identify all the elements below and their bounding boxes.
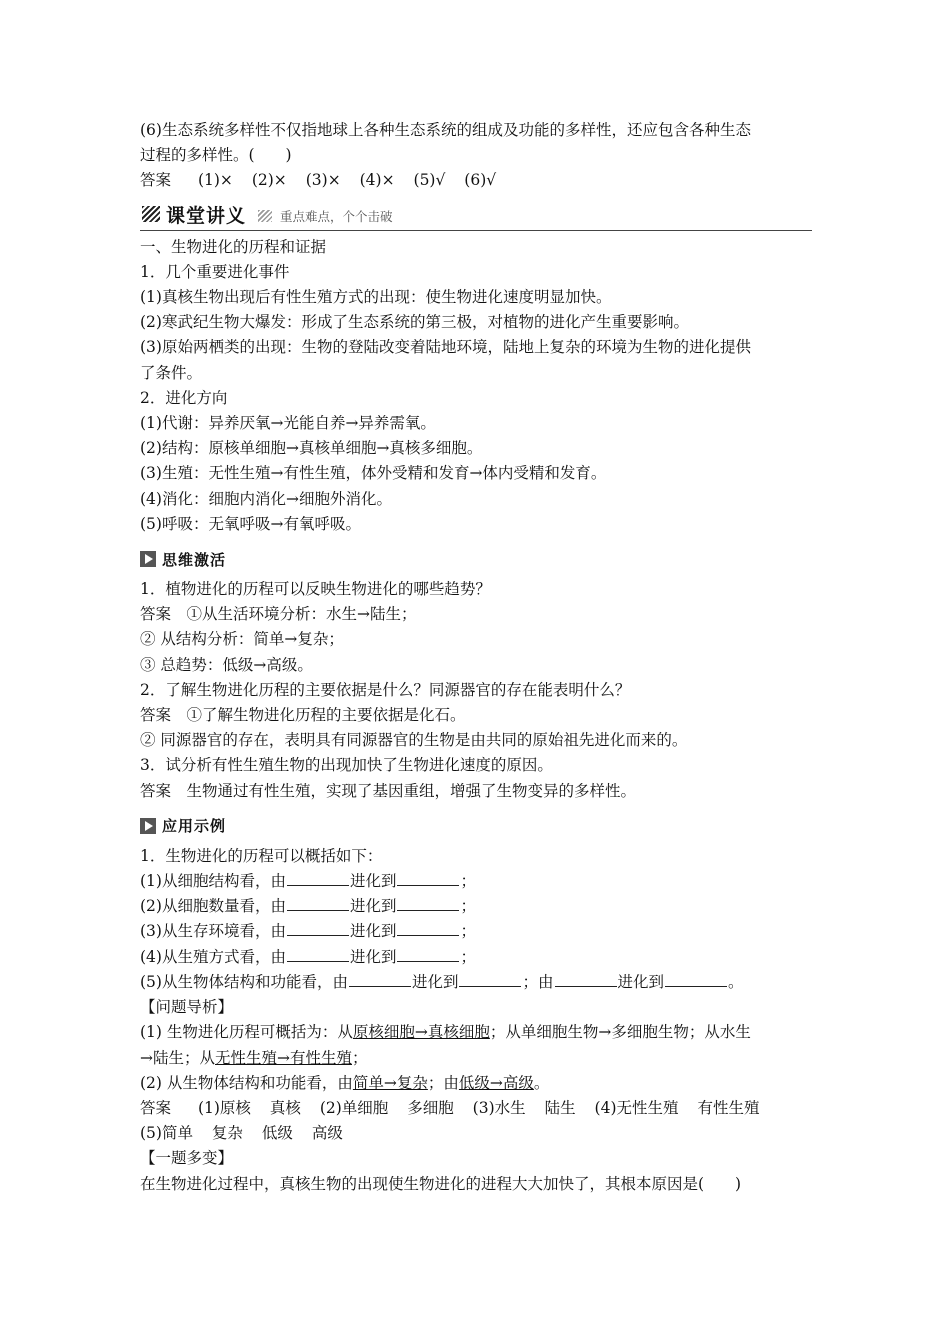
s1-item: (1)真核生物出现后有性生殖方式的出现：使生物进化速度明显加快。 — [140, 288, 612, 307]
answer-label: 答案 — [140, 171, 172, 190]
underlined-answer: 低级→高级 — [458, 1073, 534, 1092]
thinking-line: 1．植物进化的历程可以反映生物进化的哪些趋势？ — [140, 580, 491, 599]
fill-item: (1)从细胞结构看，由 进化到 ； — [140, 872, 476, 891]
example-header — [140, 812, 812, 840]
example-question: 1．生物进化的历程可以概括如下： — [140, 846, 383, 865]
s2-item: (4)消化：细胞内消化→细胞外消化。 — [140, 489, 392, 508]
thinking-label: 思维激活 — [162, 550, 227, 569]
underlined-answer: 原核细胞→真核细胞 — [352, 1023, 490, 1042]
fill-blank — [397, 946, 459, 962]
thinking-line: 2．了解生物进化历程的主要依据是什么？同源器官的存在能表明什么？ — [140, 680, 631, 699]
answer-item: (2)× — [251, 171, 287, 190]
answer-item: (3)× — [305, 171, 341, 190]
example-answer-line2: (5)简单 复杂 低级 高级 — [140, 1124, 343, 1143]
thinking-line: ② 从结构分析：简单→复杂； — [140, 630, 344, 649]
fill-item: (3)从生存环境看，由 进化到 ； — [140, 922, 476, 941]
fill-blank — [287, 895, 349, 911]
thinking-line: 答案 ①从生活环境分析：水生→陆生； — [140, 605, 417, 624]
fill-blank — [287, 920, 349, 936]
s1-item: (2)寒武纪生物大爆发：形成了生态系统的第三极，对植物的进化产生重要影响。 — [140, 313, 689, 332]
variant-title: 【一题多变】 — [140, 1149, 234, 1168]
answer-item: (1)× — [197, 171, 233, 190]
s1-item: (3)原始两栖类的出现：生物的登陆改变着陆地环境，陆地上复杂的环境为生物的进化提供 — [140, 338, 751, 357]
s2-item: (3)生殖：无性生殖→有性生殖，体外受精和发育→体内受精和发育。 — [140, 464, 607, 483]
fill-item: (2)从细胞数量看，由 进化到 ； — [140, 897, 476, 916]
fill-blank — [287, 870, 349, 886]
underlined-answer: 简单→复杂 — [352, 1073, 428, 1092]
fill-blank — [555, 971, 617, 987]
s2-item: (1)代谢：异养厌氧→光能自养→异养需氧。 — [140, 414, 436, 433]
q6-line2: 过程的多样性。( ) — [140, 146, 292, 165]
s1-item: 了条件。 — [140, 363, 203, 382]
underlined-answer: 无性生殖→有性生殖 — [215, 1048, 352, 1067]
q6-line1: (6)生态系统多样性不仅指地球上各种生态系统的组成及功能的多样性，还应包含各种生态 — [140, 121, 751, 139]
thinking-line: ③ 总趋势：低级→高级。 — [140, 655, 313, 674]
fill-blank — [665, 971, 727, 987]
document-page — [140, 118, 812, 1197]
example-label: 应用示例 — [162, 817, 227, 836]
section-header — [140, 200, 812, 231]
guide-line: (1) 生物进化历程可概括为：从原核细胞→真核细胞；从单细胞生物→多细胞生物；从水生 — [140, 1023, 751, 1042]
intro-answer-line — [140, 168, 812, 193]
s2-title: 2．进化方向 — [140, 388, 228, 407]
stripes-icon — [142, 206, 160, 222]
fill-blank — [397, 870, 459, 886]
guide-line: →陆生；从无性生殖→有性生殖； — [140, 1048, 368, 1067]
thinking-line: 答案 生物通过有性生殖，实现了基因重组，增强了生物变异的多样性。 — [140, 781, 637, 800]
thinking-line: 答案 ①了解生物进化历程的主要依据是化石。 — [140, 706, 466, 725]
s2-item: (2)结构：原核单细胞→真核单细胞→真核多细胞。 — [140, 439, 483, 458]
fill-item: (5)从生物体结构和功能看，由 进化到 ；由 进化到 。 — [140, 972, 744, 991]
thinking-line: ② 同源器官的存在，表明具有同源器官的生物是由共同的原始祖先进化而来的。 — [140, 731, 688, 750]
section-subtitle: 重点难点，个个击破 — [280, 208, 393, 224]
answer-label: 答案 — [140, 1098, 172, 1117]
guide-line: (2) 从生物体结构和功能看，由简单→复杂；由低级→高级。 — [140, 1073, 550, 1092]
play-icon — [140, 551, 156, 567]
variant-question: 在生物进化过程中，真核生物的出现使生物进化的进程大大加快了，其根本原因是( ) — [140, 1174, 742, 1193]
s1-title: 1．几个重要进化事件 — [140, 262, 290, 281]
answer-item: (4)× — [359, 171, 395, 190]
fill-blank — [397, 895, 459, 911]
fill-blank — [287, 946, 349, 962]
answer-item: (6)√ — [464, 171, 497, 190]
fill-blank — [459, 971, 521, 987]
fill-item: (4)从生殖方式看，由 进化到 ； — [140, 947, 476, 966]
guide-title: 【问题导析】 — [140, 998, 234, 1017]
example-answer-line1: 答案 (1)原核 真核 (2)单细胞 多细胞 (3)水生 陆生 (4)无性生殖 有性生殖 — [140, 1098, 760, 1117]
play-icon — [140, 818, 156, 834]
s2-item: (5)呼吸：无氧呼吸→有氧呼吸。 — [140, 514, 361, 533]
answer-item: (5)√ — [413, 171, 446, 190]
fill-blank — [349, 971, 411, 987]
fill-blank — [397, 920, 459, 936]
part1-heading: 一、生物进化的历程和证据 — [140, 237, 327, 256]
stripes-small-icon — [258, 210, 272, 222]
thinking-line: 3．试分析有性生殖生物的出现加快了生物进化速度的原因。 — [140, 756, 553, 775]
thinking-header — [140, 545, 812, 573]
section-title: 课堂讲义 — [166, 204, 247, 227]
